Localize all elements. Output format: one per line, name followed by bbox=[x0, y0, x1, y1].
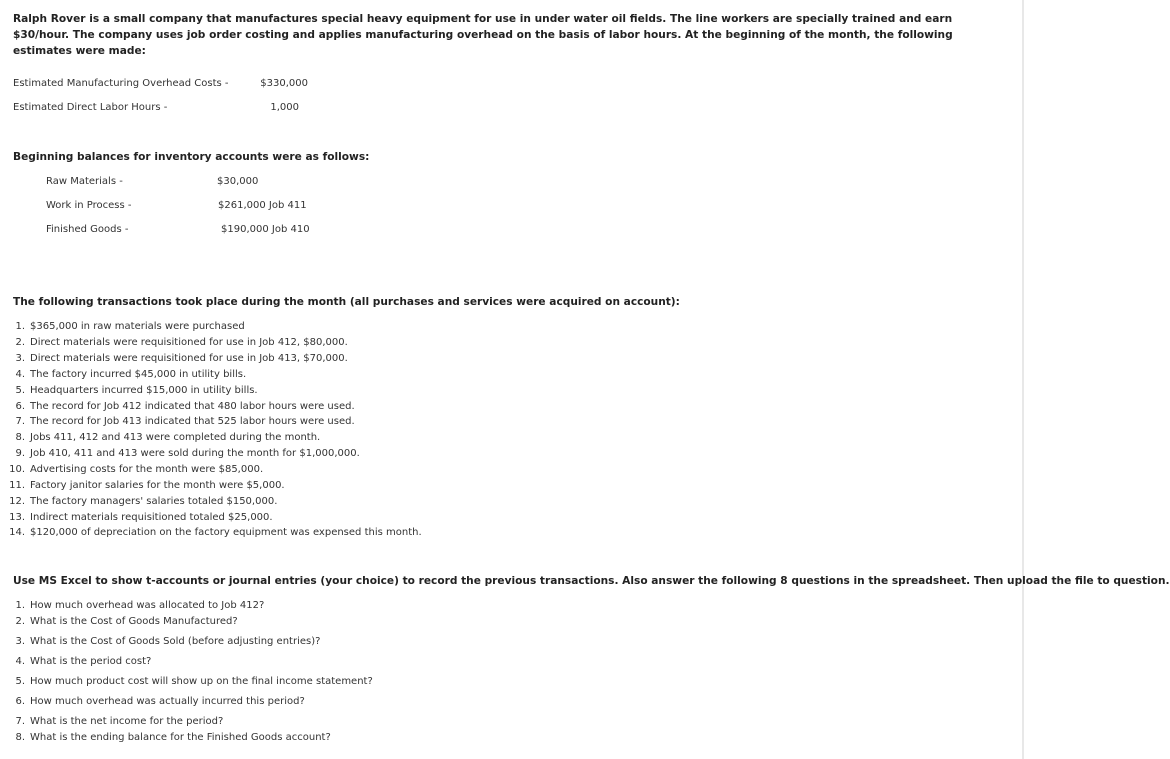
list-item bbox=[9, 616, 238, 627]
estimate-label-overhead: Estimated Manufacturing Overhead Costs - bbox=[13, 78, 229, 89]
estimate-value-overhead: $330,000 bbox=[260, 78, 308, 89]
list-item bbox=[9, 448, 360, 459]
list-item-text: Advertising costs for the month were $85,000. bbox=[30, 464, 264, 475]
list-item-text: How much overhead was allocated to Job 412? bbox=[30, 600, 265, 611]
list-item bbox=[9, 636, 320, 647]
list-item bbox=[9, 696, 305, 707]
list-item-text: How much overhead was actually incurred this period? bbox=[30, 696, 305, 707]
estimate-label-labor-hours: Estimated Direct Labor Hours - bbox=[13, 102, 168, 113]
list-item-number: 8. bbox=[15, 432, 25, 443]
estimate-value-labor-hours: 1,000 bbox=[270, 102, 299, 113]
list-item-number: 4. bbox=[15, 369, 25, 380]
list-item-text: Jobs 411, 412 and 413 were completed during the month. bbox=[30, 432, 321, 443]
list-item bbox=[9, 353, 348, 364]
list-item-text: What is the net income for the period? bbox=[30, 716, 224, 727]
list-item-number: 5. bbox=[15, 676, 25, 687]
list-item-number: 4. bbox=[15, 656, 25, 667]
list-item-text: Factory janitor salaries for the month were $5,000. bbox=[30, 480, 285, 491]
list-item-text: What is the ending balance for the Finished Goods account? bbox=[30, 732, 331, 743]
list-item bbox=[9, 385, 258, 396]
list-item bbox=[9, 600, 264, 611]
list-item-text: What is the period cost? bbox=[30, 656, 152, 667]
list-item bbox=[9, 480, 285, 491]
list-item bbox=[9, 732, 331, 743]
list-item bbox=[9, 321, 245, 332]
list-item-text: What is the Cost of Goods Manufactured? bbox=[30, 616, 238, 627]
list-item-number: 6. bbox=[15, 401, 25, 412]
list-item bbox=[9, 527, 422, 538]
list-item bbox=[9, 416, 355, 427]
list-item-number: 9. bbox=[15, 448, 25, 459]
list-item-number: 8. bbox=[15, 732, 25, 743]
list-item bbox=[9, 656, 151, 667]
balance-label-finished-goods: Finished Goods - bbox=[46, 224, 129, 235]
list-item-number: 3. bbox=[15, 353, 25, 364]
balance-label-work-in-process: Work in Process - bbox=[46, 200, 132, 211]
balance-value-raw-materials: $30,000 bbox=[217, 176, 259, 187]
list-item-text: Direct materials were requisitioned for use in Job 412, $80,000. bbox=[30, 337, 348, 348]
list-item bbox=[9, 401, 355, 412]
list-item-number: 10. bbox=[9, 464, 25, 475]
list-item-number: 7. bbox=[15, 416, 25, 427]
list-item-text: How much product cost will show up on the final income statement? bbox=[30, 676, 373, 687]
balance-label-raw-materials: Raw Materials - bbox=[46, 176, 123, 187]
list-item-number: 1. bbox=[15, 321, 25, 332]
intro-paragraph: Ralph Rover is a small company that manufactures special heavy equipment for use in under water oil fields. The line workers are specially trained and earn $30/hour. The company uses job order costing and applies manufacturing overhead on the basis of labor hours. At the beginning of the month, the following estimates were made: bbox=[13, 13, 953, 57]
list-item bbox=[9, 676, 373, 687]
list-item bbox=[9, 369, 246, 380]
list-item-text: Indirect materials requisitioned totaled $25,000. bbox=[30, 512, 273, 523]
list-item bbox=[9, 464, 263, 475]
list-item-number: 3. bbox=[15, 636, 25, 647]
list-item-text: Headquarters incurred $15,000 in utility bills. bbox=[30, 385, 258, 396]
list-item-number: 6. bbox=[15, 696, 25, 707]
list-item-number: 2. bbox=[15, 616, 25, 627]
list-item-number: 13. bbox=[9, 512, 25, 523]
beginning-balances-heading: Beginning balances for inventory accounts were as follows: bbox=[13, 151, 370, 163]
list-item-text: Job 410, 411 and 413 were sold during the month for $1,000,000. bbox=[30, 448, 360, 459]
list-item-number: 12. bbox=[9, 496, 25, 507]
list-item-text: Direct materials were requisitioned for use in Job 413, $70,000. bbox=[30, 353, 348, 364]
list-item-text: The factory incurred $45,000 in utility bills. bbox=[30, 369, 247, 380]
balance-value-work-in-process: $261,000 Job 411 bbox=[218, 200, 307, 211]
list-item-number: 2. bbox=[15, 337, 25, 348]
list-item-text: What is the Cost of Goods Sold (before adjusting entries)? bbox=[30, 636, 321, 647]
list-item bbox=[9, 716, 223, 727]
list-item-number: 5. bbox=[15, 385, 25, 396]
transactions-heading: The following transactions took place during the month (all purchases and services were acquired on account): bbox=[13, 296, 680, 308]
balance-value-finished-goods: $190,000 Job 410 bbox=[221, 224, 310, 235]
list-item-number: 1. bbox=[15, 600, 25, 611]
list-item-text: The record for Job 412 indicated that 480 labor hours were used. bbox=[30, 401, 355, 412]
page-right-border bbox=[1022, 0, 1024, 759]
list-item-number: 14. bbox=[9, 527, 25, 538]
excel-instructions-heading: Use MS Excel to show t-accounts or journal entries (your choice) to record the previous transactions. Also answer the following 8 questions in the spreadsheet. Then upload the file to question. bbox=[13, 575, 1170, 587]
list-item-text: $365,000 in raw materials were purchased bbox=[30, 321, 245, 332]
list-item bbox=[9, 496, 277, 507]
list-item-number: 7. bbox=[15, 716, 25, 727]
list-item-number: 11. bbox=[9, 480, 25, 491]
list-item-text: $120,000 of depreciation on the factory equipment was expensed this month. bbox=[30, 527, 422, 538]
list-item-text: The record for Job 413 indicated that 525 labor hours were used. bbox=[30, 416, 355, 427]
list-item-text: The factory managers' salaries totaled $150,000. bbox=[30, 496, 278, 507]
list-item bbox=[9, 337, 348, 348]
list-item bbox=[9, 432, 320, 443]
list-item bbox=[9, 512, 273, 523]
